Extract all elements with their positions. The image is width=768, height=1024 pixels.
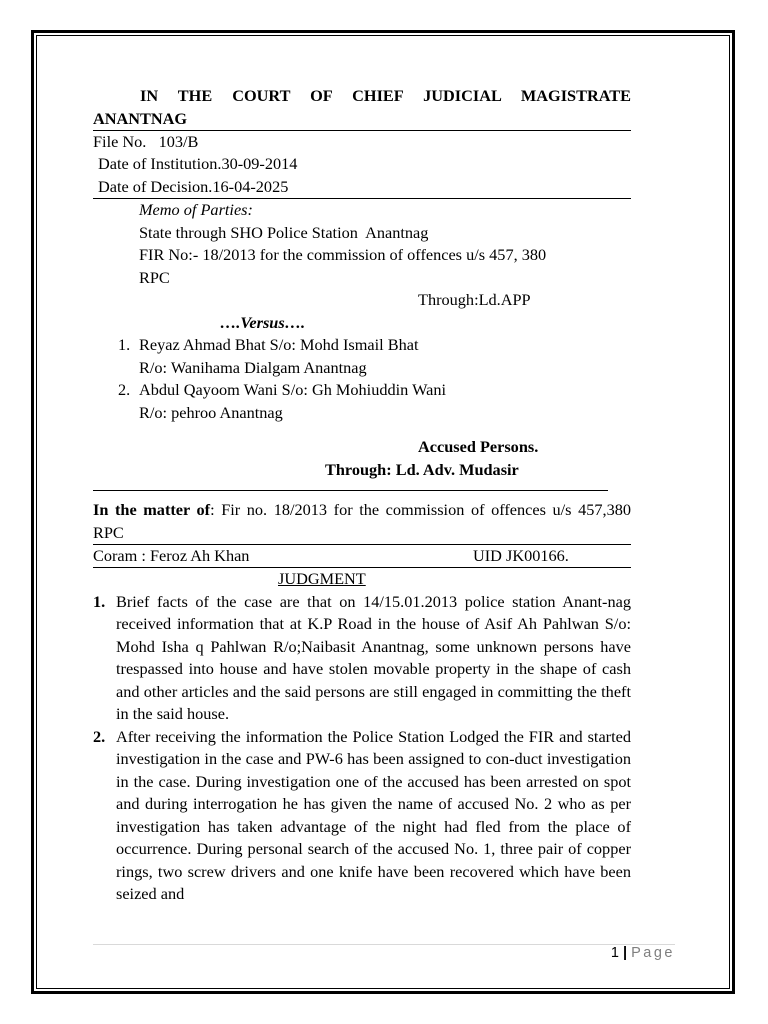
accused-name: Abdul Qayoom Wani S/o: Gh Mohiuddin Wani xyxy=(139,380,447,399)
coram-judge: Coram : Feroz Ah Khan xyxy=(93,546,250,565)
accused-residence: R/o: pehroo Anantnag xyxy=(139,402,283,422)
document-page xyxy=(93,85,631,906)
fir-details: FIR No:- 18/2013 for the commission of offences u/s 457, 380 xyxy=(139,245,547,264)
accused-number: 2. xyxy=(118,380,131,399)
page-label: Page xyxy=(631,945,675,961)
coram-line xyxy=(93,544,631,568)
paragraph-text: Brief facts of the case are that on 14/15.01.2013 police station Anant-nag received information that at K.P Road in the house of Asif Ah Pahlwan S/o: Mohd Isha q Pahlwan R/o;Naibasit Anantnag, some unknown persons have trespassed into house and have stolen movable property in the shape of cash and other articles and the said persons are still engaged in committing the theft in the said house. xyxy=(116,591,631,723)
through-app: Through:Ld.APP xyxy=(418,290,531,309)
paragraph-number: 1. xyxy=(93,591,106,611)
footer-separator: | xyxy=(623,945,628,961)
matter-statement xyxy=(93,499,631,544)
accused-persons-label: Accused Persons. xyxy=(418,437,539,456)
page-number: 1 xyxy=(610,945,619,961)
accused-item xyxy=(118,379,631,424)
accused-list xyxy=(93,334,631,424)
file-number: File No. 103/B xyxy=(93,131,199,151)
court-heading: IN THE COURT OF CHIEF JUDICIAL MAGISTRATE xyxy=(140,86,631,105)
matter-label: In the matter of xyxy=(93,500,211,519)
versus-label: ….Versus…. xyxy=(220,312,306,332)
accused-name: Reyaz Ahmad Bhat S/o: Mohd Ismail Bhat xyxy=(139,335,419,354)
fir-details-continued: RPC xyxy=(139,267,170,287)
court-location: ANANTNAG xyxy=(93,108,631,131)
date-of-decision: Date of Decision.16-04-2025 xyxy=(93,176,631,200)
memo-of-parties-title: Memo of Parties: xyxy=(139,200,253,219)
judgment-title: JUDGMENT xyxy=(278,569,366,588)
paragraph-text: After receiving the information the Police Station Lodged the FIR and started investigation in the case and PW-6 has been assigned to con-duct investigation in the case. During investigation one of the accused has been arrested on spot and during interrogation he has given the name of accused No. 2 who as per investigation has taken advantage of the night had fled from the place of occurrence. During personal search of the accused No. 1, three pair of copper rings, two screw drivers and one knife have been recovered which have been seized and xyxy=(116,726,631,903)
section-divider xyxy=(93,490,608,491)
paragraph-number: 2. xyxy=(93,726,106,746)
page-footer xyxy=(560,945,675,961)
judgment-paragraph xyxy=(93,726,631,906)
matter-text: : Fir no. 18/2013 for the commission of offences u/s 457,380 RPC xyxy=(93,500,631,542)
accused-residence: R/o: Wanihama Dialgam Anantnag xyxy=(139,357,367,377)
accused-number: 1. xyxy=(118,335,131,354)
judge-uid: UID JK00166. xyxy=(473,546,569,565)
judgment-paragraphs xyxy=(93,591,631,906)
accused-item xyxy=(118,334,631,379)
judgment-paragraph xyxy=(93,591,631,726)
state-party: State through SHO Police Station Anantnag xyxy=(139,222,429,242)
through-advocate: Through: Ld. Adv. Mudasir xyxy=(325,459,519,479)
date-of-institution: Date of Institution.30-09-2014 xyxy=(98,154,298,173)
